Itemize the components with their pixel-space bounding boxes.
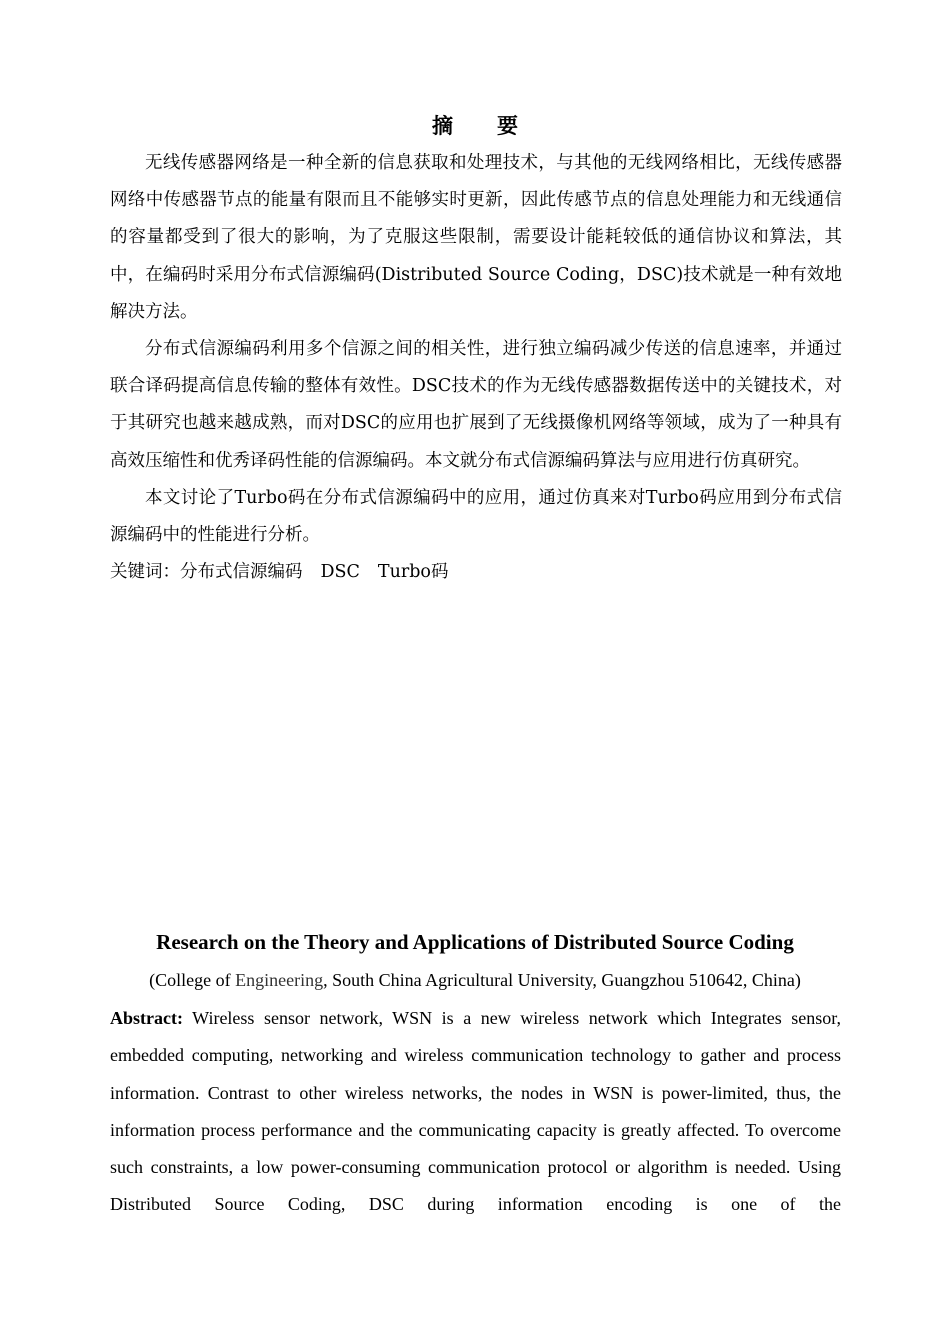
affiliation-highlight: Engineering xyxy=(235,970,324,990)
abstract-text: Wireless sensor network, WSN is a new wireless network which Integrates sensor, embedded computing, networking and wireless communication technology to gather and process information. Contrast to other wireless networks, the nodes in WSN is power-limited, thus, the information process performance and the communicating capacity is greatly affected. To overcome such constraints, a low power-consuming communication protocol or algorithm is needed. Using Distributed Source Coding, DSC during information encoding is one of the xyxy=(110,1008,841,1215)
english-abstract xyxy=(110,1000,841,1224)
english-title: Research on the Theory and Applications of Distributed Source Coding xyxy=(156,930,794,954)
affiliation-prefix: (College of xyxy=(149,970,236,990)
abstract-zh-title-part1: 摘 xyxy=(432,114,453,138)
abstract-zh-body xyxy=(110,145,842,591)
affiliation-suffix: , South China Agricultural University, Guangzhou 510642, China) xyxy=(323,970,801,990)
abstract-label: Abstract: xyxy=(110,1008,183,1028)
abstract-zh-paragraph-1: 无线传感器网络是一种全新的信息获取和处理技术，与其他的无线网络相比，无线传感器网络中传感器节点的能量有限而且不能够实时更新，因此传感节点的信息处理能力和无线通信的容量都受到了很大的影响，为了克服这些限制，需要设计能耗较低的通信协议和算法，其中，在编码时采用分布式信源编码(Distributed Source Coding，DSC)技术就是一种有效地解决方法。 xyxy=(110,153,842,322)
keyword: 分布式信源编码 xyxy=(180,562,303,583)
abstract-zh-title-part2: 要 xyxy=(497,114,518,138)
abstract-zh-paragraph-2: 分布式信源编码利用多个信源之间的相关性，进行独立编码减少传送的信息速率，并通过联合译码提高信息传输的整体有效性。DSC技术的作为无线传感器数据传送中的关键技术，对于其研究也越来越成熟，而对DSC的应用也扩展到了无线摄像机网络等领域，成为了一种具有高效压缩性和优秀译码性能的信源编码。本文就分布式信源编码算法与应用进行仿真研究。 xyxy=(110,339,842,471)
keyword: Turbo码 xyxy=(377,562,449,583)
keywords-label: 关键词： xyxy=(110,562,180,583)
keywords-line xyxy=(110,554,842,591)
keyword: DSC xyxy=(320,562,360,583)
abstract-zh-paragraph-3: 本文讨论了Turbo码在分布式信源编码中的应用，通过仿真来对Turbo码应用到分布式信源编码中的性能进行分析。 xyxy=(110,487,842,546)
abstract-zh-title xyxy=(0,110,950,140)
affiliation xyxy=(0,970,950,991)
